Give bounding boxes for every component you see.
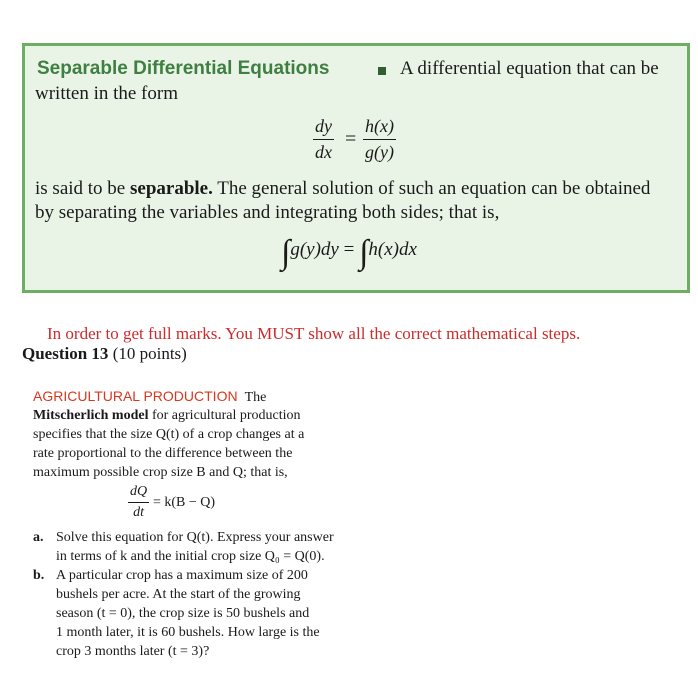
problem-line3: specifies that the size Q(t) of a crop changes at a [33,427,305,442]
part-line: Solve this equation for Q(t). Express your answer [56,530,334,545]
part-b [33,566,368,666]
model-name: Mitscherlich model [33,408,149,423]
part-line: in terms of k and the initial crop size Q₀ = Q(0). [56,549,325,564]
fraction-denominator: dt [133,505,144,520]
integral-equation [281,234,417,272]
fraction-bar [128,502,149,503]
question-points: (10 points) [112,344,187,363]
fraction-numerator: dQ [130,484,148,499]
integral-left: g(y)dy [290,239,339,260]
integral-sign: ∫ [359,234,369,271]
equals-sign: = [343,239,355,260]
part-text [56,566,366,661]
fraction-dy-dx [313,116,334,163]
integral-sign: ∫ [281,234,291,271]
definition-box [22,43,690,293]
problem-heading-line [33,387,368,407]
problem-text: for agricultural production [151,408,301,423]
fraction-bar [313,139,334,140]
problem-line4: rate proportional to the difference between the [33,446,293,461]
problem-line2 [33,406,368,425]
part-line: bushels per acre. At the start of the growing [56,587,301,602]
fraction-denominator: g(y) [365,142,394,162]
definition-intro-line2: written in the form [35,83,178,104]
para-text: The general solution of such an equation can be obtained [212,178,651,199]
integral-right: h(x)dx [368,239,417,260]
fraction-dQ-dt [128,484,149,521]
equals-sign: = [345,128,357,150]
part-label: b. [33,568,45,583]
question-header [22,344,187,364]
part-line: season (t = 0), the crop size is 50 bushels and [56,606,310,621]
fraction-bar [363,139,396,140]
square-bullet-icon [378,67,386,75]
part-a [33,528,368,568]
differential-equation-rhs: = k(B − Q) [153,495,216,510]
separable-paragraph-line2: by separating the variables and integrating both sides; that is, [35,202,500,223]
fraction-denominator: dx [315,142,332,162]
part-line: A particular crop has a maximum size of 200 [56,568,308,583]
problem-heading: AGRICULTURAL PRODUCTION [33,388,238,404]
fraction-numerator: h(x) [365,116,394,136]
full-marks-notice: In order to get full marks. You MUST show all the correct mathematical steps. [47,324,581,343]
fraction-numerator: dy [315,116,332,136]
para-text: is said to be [35,178,130,199]
question-label: Question 13 [22,344,109,363]
part-label: a. [33,530,44,545]
definition-intro-line1: A differential equation that can be [400,58,659,79]
problem-line5: maximum possible crop size B and Q; that is, [33,465,288,480]
separable-paragraph-line1 [35,178,650,200]
fraction-h-g [363,116,396,163]
problem-text: The [244,390,267,405]
definition-title: Separable Differential Equations [37,58,330,79]
part-line: 1 month later, it is 60 bushels. How large is the [56,625,320,640]
separable-term: separable. [130,178,213,199]
part-text [56,528,366,566]
part-line: crop 3 months later (t = 3)? [56,644,210,659]
